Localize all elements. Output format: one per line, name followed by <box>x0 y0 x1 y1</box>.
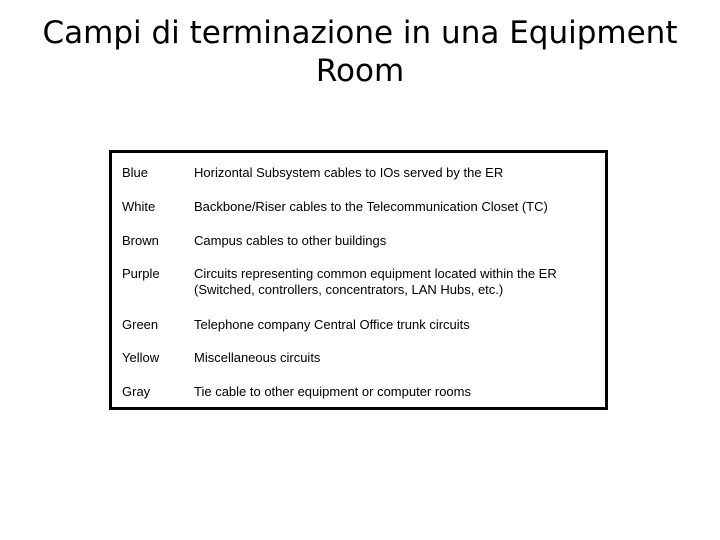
color-name: White <box>122 199 156 214</box>
color-description: Tie cable to other equipment or computer rooms <box>194 384 471 399</box>
color-description: Backbone/Riser cables to the Telecommunication Closet (TC) <box>194 199 548 214</box>
color-description: Campus cables to other buildings <box>194 233 387 248</box>
slide-title: Campi di terminazione in una Equipment Room <box>42 15 678 89</box>
color-name: Green <box>122 317 159 332</box>
color-name: Purple <box>122 266 160 281</box>
color-description: Circuits representing common equipment located within the ER (Switched, controllers, concentrators, LAN Hubs, etc.) <box>194 266 557 297</box>
color-name: Brown <box>122 233 159 248</box>
color-description: Telephone company Central Office trunk circuits <box>194 317 470 332</box>
termination-color-table <box>109 150 608 410</box>
color-description: Horizontal Subsystem cables to IOs served by the ER <box>194 165 504 180</box>
color-description: Miscellaneous circuits <box>194 350 321 365</box>
color-name: Blue <box>122 165 149 180</box>
color-name: Yellow <box>122 350 160 365</box>
color-name: Gray <box>122 384 151 399</box>
